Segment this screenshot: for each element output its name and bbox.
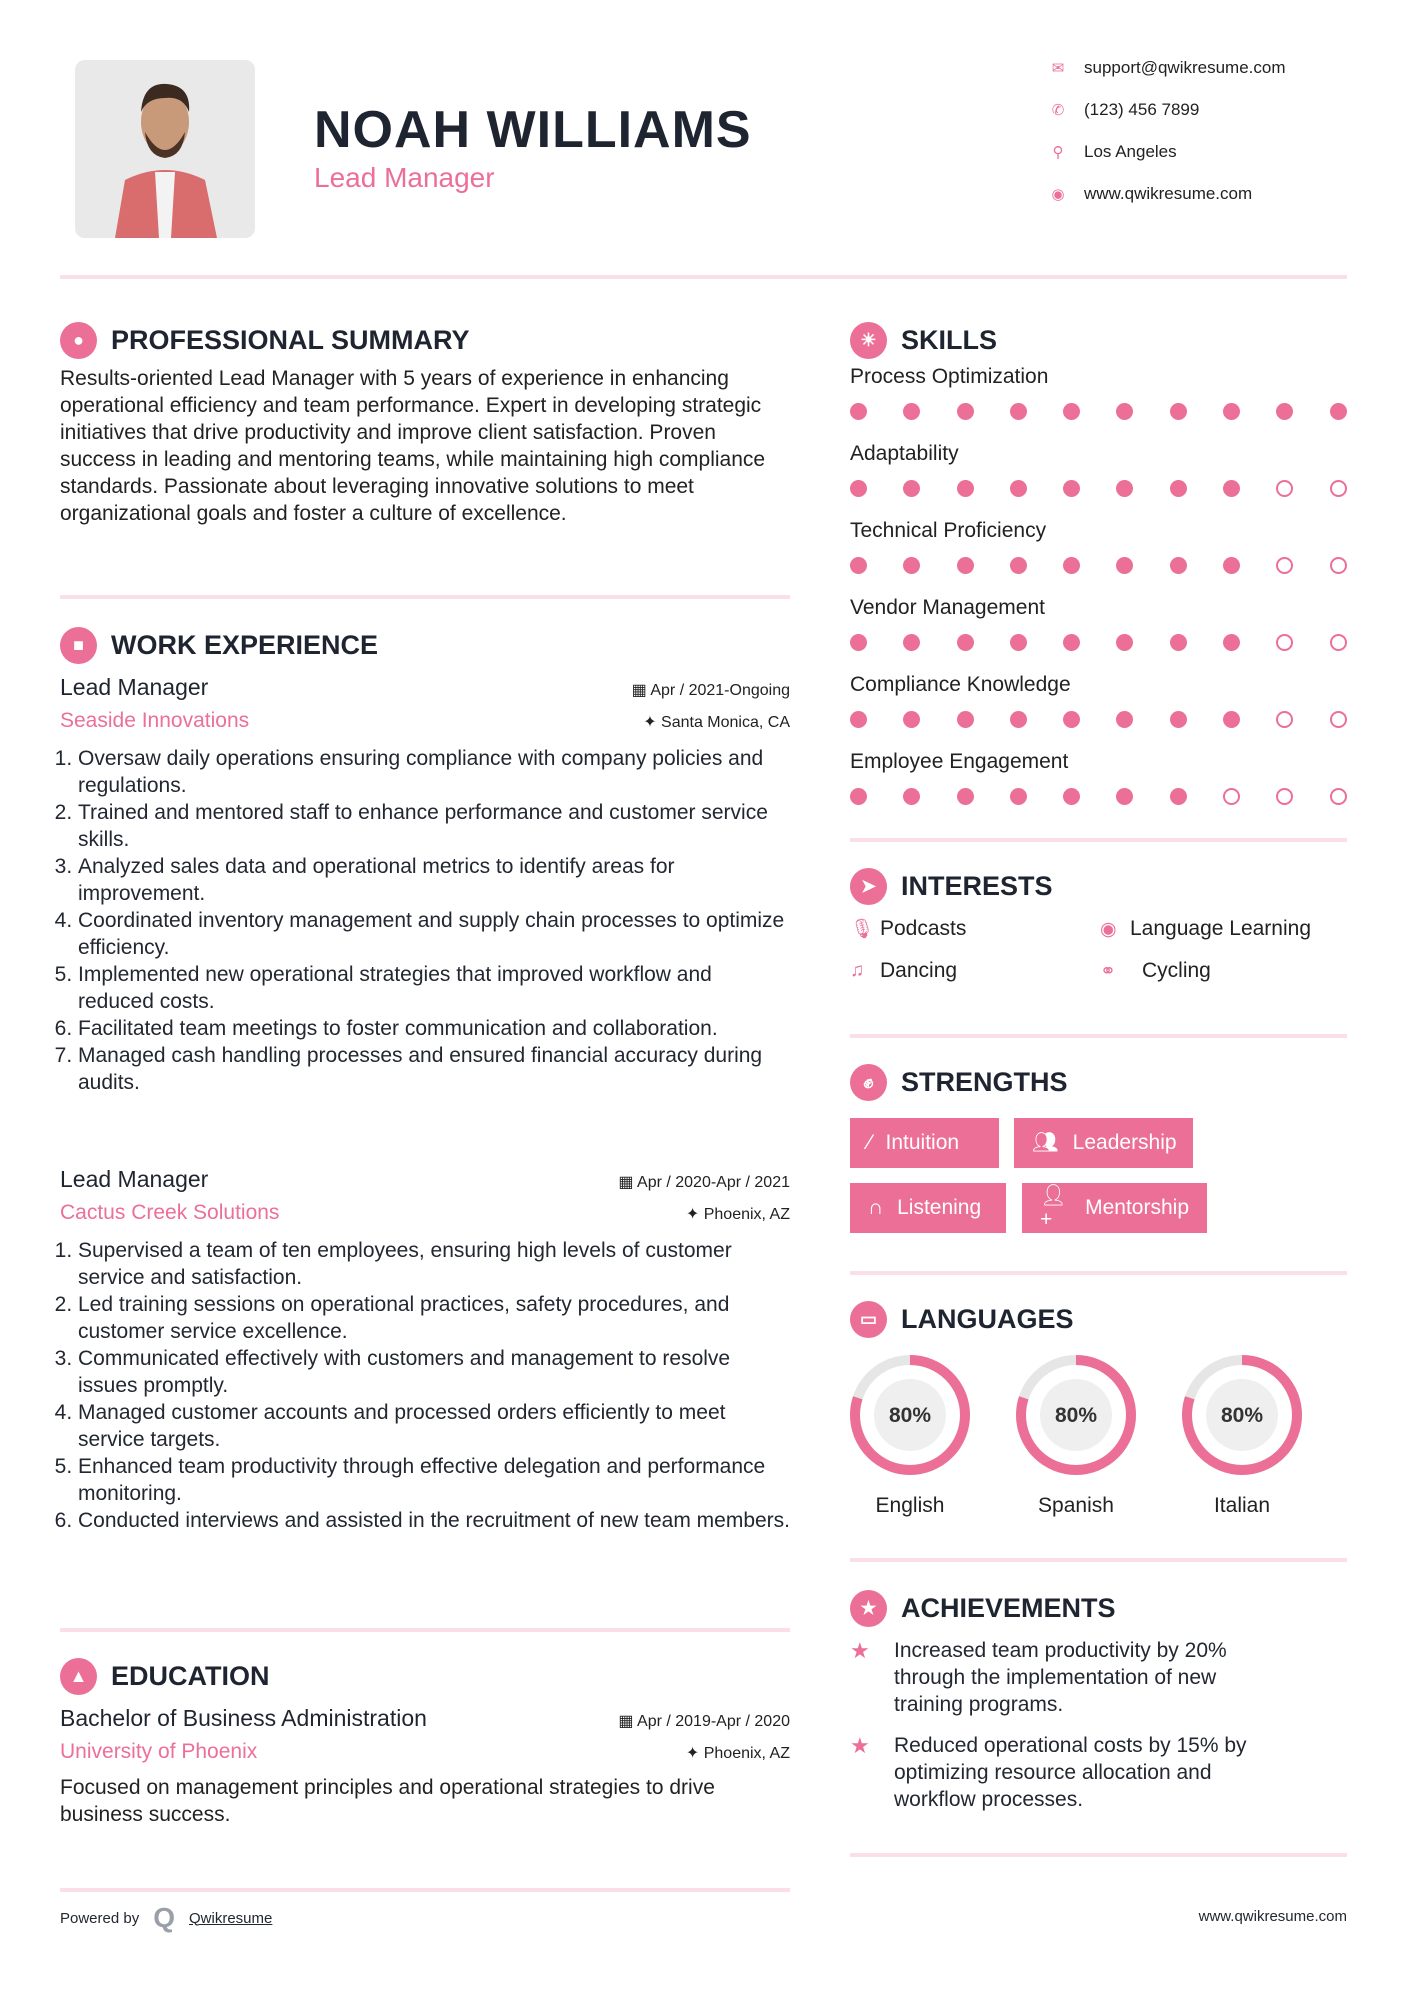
rating-dot-filled — [957, 403, 974, 420]
skill-rating — [850, 480, 1347, 497]
language-percent: 80% — [888, 1404, 932, 1427]
achievements-section — [850, 1590, 1347, 1813]
rating-dot-filled — [1116, 711, 1133, 728]
divider — [850, 1558, 1347, 1562]
strength-label: Listening — [897, 1196, 982, 1219]
strength-label: Intuition — [885, 1131, 960, 1154]
rating-dot-filled — [1223, 557, 1240, 574]
education-text: Focused on management principles and operational strategies to drive business success. — [60, 1776, 715, 1826]
bullet: 6. Conducted interviews and assisted in the recruitment of new team members. — [78, 1507, 790, 1534]
interests-title: INTERESTS — [901, 871, 1053, 901]
headphones-icon: ∩ — [868, 1196, 884, 1219]
rating-dot-filled — [903, 788, 920, 805]
users-icon: 👥︎ — [1032, 1131, 1059, 1154]
divider — [60, 1628, 790, 1632]
job-entry — [60, 674, 790, 1096]
summary-section — [60, 322, 790, 527]
education-heading — [60, 1658, 790, 1695]
calendar-icon: ▦ — [631, 682, 651, 699]
skill-rating — [850, 634, 1347, 651]
language-donut — [848, 1353, 972, 1477]
rating-dot-filled — [850, 403, 867, 420]
graduate-icon: ▲ — [60, 1658, 97, 1695]
strength-tag — [1014, 1118, 1193, 1168]
skills-heading — [850, 322, 1347, 359]
rating-dot-filled — [1063, 634, 1080, 651]
bullet: 3. Analyzed sales data and operational metrics to identify areas for improvement. — [78, 853, 790, 907]
pin-icon: ✦ — [643, 714, 662, 731]
interests-heading — [850, 868, 1347, 905]
summary-title: PROFESSIONAL SUMMARY — [111, 325, 470, 355]
language-label: Spanish — [1038, 1494, 1114, 1517]
job-entry — [60, 1166, 790, 1534]
experience-section — [60, 627, 790, 1096]
music-icon: ♫ — [850, 960, 865, 981]
rating-dot-filled — [957, 711, 974, 728]
divider — [850, 1271, 1347, 1275]
interest-label: Cycling — [1142, 959, 1211, 982]
language-item — [1014, 1353, 1138, 1518]
achievement-item — [850, 1732, 1347, 1813]
interest-label: Language Learning — [1130, 917, 1312, 940]
achievement-text: Reduced operational costs by 15% by optimizing resource allocation and workflow processes. — [894, 1734, 1247, 1811]
email-text: support@qwikresume.com — [1084, 58, 1286, 77]
language-donut — [1014, 1353, 1138, 1477]
rating-dot-filled — [903, 480, 920, 497]
job-location — [643, 712, 790, 732]
job-bullets — [60, 1237, 790, 1534]
shooting-star-icon: ★ — [850, 1733, 870, 1758]
rating-dot-filled — [850, 557, 867, 574]
footer-powered — [60, 1902, 272, 1934]
languages-title: LANGUAGES — [901, 1304, 1074, 1334]
job-date — [632, 680, 790, 700]
rating-dot-filled — [903, 711, 920, 728]
strengths-heading — [850, 1064, 1347, 1101]
rating-dot-filled — [850, 711, 867, 728]
rating-dot-filled — [1116, 403, 1133, 420]
skill-item — [850, 596, 1347, 651]
education-title: EDUCATION — [111, 1661, 270, 1691]
skill-rating — [850, 711, 1347, 728]
interest-label: Podcasts — [880, 917, 967, 940]
calendar-icon: ▦ — [618, 1713, 638, 1730]
bullet: 4. Managed customer accounts and processed orders efficiently to meet service targets. — [78, 1399, 790, 1453]
website-text: www.qwikresume.com — [1084, 184, 1253, 203]
summary-heading — [60, 322, 790, 359]
shooting-star-icon: ★ — [850, 1638, 870, 1663]
magic-wand-icon: ⁄ — [868, 1131, 872, 1154]
language-item — [848, 1353, 972, 1518]
rating-dot-filled — [1170, 557, 1187, 574]
bicycle-icon: ⚭ — [1100, 960, 1116, 982]
interest-item — [850, 917, 1100, 941]
calendar-icon: ▦ — [618, 1174, 638, 1191]
education-section — [60, 1658, 790, 1828]
rating-dot-filled — [1063, 557, 1080, 574]
job-date — [618, 1172, 790, 1192]
strength-tag — [1022, 1183, 1207, 1233]
divider — [60, 1888, 790, 1892]
footer-website-link[interactable]: www.qwikresume.com — [1198, 1908, 1347, 1925]
rating-dot-filled — [1276, 403, 1293, 420]
rating-dot-filled — [1010, 711, 1027, 728]
skill-name: Technical Proficiency — [850, 519, 1047, 542]
strength-label: Mentorship — [1085, 1196, 1189, 1219]
phone-icon: ✆ — [1051, 102, 1065, 119]
strength-tag — [850, 1118, 999, 1168]
profile-photo — [75, 60, 255, 238]
job-bullets — [60, 745, 790, 1096]
language-percent: 80% — [1220, 1404, 1264, 1427]
bullet: 2. Led training sessions on operational practices, safety procedures, and customer service excellence. — [78, 1291, 790, 1345]
user-plus-icon: 👤︎+ — [1040, 1184, 1067, 1231]
bullet: 2. Trained and mentored staff to enhance performance and customer service skills. — [78, 799, 790, 853]
pin-icon: ✦ — [685, 1206, 704, 1223]
rating-dot-filled — [1223, 480, 1240, 497]
rating-dot-filled — [1063, 788, 1080, 805]
rating-dot-filled — [1170, 788, 1187, 805]
job-location-text: Santa Monica, CA — [661, 714, 790, 731]
rating-dot-empty — [1276, 480, 1293, 497]
rating-dot-filled — [903, 403, 920, 420]
skill-name: Compliance Knowledge — [850, 673, 1071, 696]
rating-dot-filled — [1170, 480, 1187, 497]
skill-item — [850, 519, 1347, 574]
phone-text: (123) 456 7899 — [1084, 100, 1200, 119]
rating-dot-filled — [1116, 480, 1133, 497]
bullet: 7. Managed cash handling processes and ensured financial accuracy during audits. — [78, 1042, 790, 1096]
job-company: Seaside Innovations — [60, 709, 250, 732]
education-location — [686, 1743, 790, 1763]
language-label: Italian — [1213, 1494, 1271, 1517]
brand-link[interactable]: Qwikresume — [189, 1909, 273, 1927]
header-divider — [60, 275, 1347, 279]
interest-item — [1100, 959, 1350, 983]
job-company: Cactus Creek Solutions — [60, 1201, 280, 1224]
bullet: 1. Oversaw daily operations ensuring compliance with company policies and regulations. — [78, 745, 790, 799]
achievements-heading — [850, 1590, 1347, 1627]
rating-dot-filled — [1010, 403, 1027, 420]
interest-label: Dancing — [880, 959, 958, 982]
powered-by-text: Powered by — [60, 1909, 140, 1927]
skill-rating — [850, 403, 1347, 420]
location-text: Los Angeles — [1084, 142, 1177, 161]
language-label: English — [875, 1494, 945, 1517]
globe-icon: ◉ — [1100, 918, 1117, 940]
rating-dot-empty — [1276, 634, 1293, 651]
rating-dot-empty — [1330, 480, 1347, 497]
rating-dot-filled — [957, 634, 974, 651]
candidate-name: NOAH WILLIAMS — [314, 101, 752, 159]
rating-dot-empty — [1330, 788, 1347, 805]
rating-dot-filled — [903, 634, 920, 651]
skills-section — [850, 322, 1347, 827]
skill-item — [850, 365, 1347, 420]
language-percent: 80% — [1054, 1404, 1098, 1427]
rating-dot-empty — [1276, 711, 1293, 728]
experience-heading — [60, 627, 790, 664]
rating-dot-empty — [1276, 788, 1293, 805]
strengths-section — [850, 1064, 1347, 1244]
achievement-item — [850, 1637, 1347, 1718]
rating-dot-filled — [1116, 634, 1133, 651]
strength-label: Leadership — [1072, 1131, 1177, 1154]
map-pin-icon: ⚲ — [1052, 144, 1064, 161]
job-date-text: Apr / 2020-Apr / 2021 — [637, 1174, 790, 1191]
rating-dot-filled — [850, 634, 867, 651]
contact-location — [1050, 142, 1177, 162]
education-location-text: Phoenix, AZ — [703, 1745, 790, 1762]
achievement-text: Increased team productivity by 20% through the implementation of new training programs. — [894, 1639, 1227, 1716]
contact-website[interactable] — [1050, 184, 1252, 204]
rating-dot-filled — [850, 480, 867, 497]
rating-dot-filled — [1010, 788, 1027, 805]
strength-tag — [850, 1183, 1006, 1233]
experience-title: WORK EXPERIENCE — [111, 630, 379, 660]
skill-name: Adaptability — [850, 442, 959, 465]
skill-name: Vendor Management — [850, 596, 1045, 619]
skill-item — [850, 750, 1347, 805]
paper-plane-icon: ➤ — [850, 868, 887, 905]
rating-dot-empty — [1276, 557, 1293, 574]
rating-dot-filled — [1170, 711, 1187, 728]
translate-icon: ▭ — [850, 1301, 887, 1338]
bullet: 5. Enhanced team productivity through effective delegation and performance monitoring. — [78, 1453, 790, 1507]
skill-rating — [850, 557, 1347, 574]
summary-text: Results-oriented Lead Manager with 5 years of experience in enhancing operational efficiency and team performance. Expert in developing strategic initiatives that drive productivity and improve client satisfaction. Proven success in leading and mentoring teams, while maintaining high compliance standards. Passionate about leveraging innovative solutions to meet organizational goals and foster a culture of excellence. — [60, 367, 766, 525]
rating-dot-filled — [1330, 403, 1347, 420]
rating-dot-empty — [1330, 634, 1347, 651]
language-donut — [1180, 1353, 1304, 1477]
rating-dot-filled — [957, 557, 974, 574]
rating-dot-filled — [1063, 403, 1080, 420]
bullet: 5. Implemented new operational strategies that improved workflow and reduced costs. — [78, 961, 790, 1015]
job-title: Lead Manager — [60, 1166, 209, 1192]
skills-title: SKILLS — [901, 325, 998, 355]
rating-dot-filled — [1010, 480, 1027, 497]
lightbulb-icon: ☀ — [850, 322, 887, 359]
skill-name: Employee Engagement — [850, 750, 1069, 773]
rating-dot-filled — [903, 557, 920, 574]
strengths-title: STRENGTHS — [901, 1067, 1068, 1097]
job-location-text: Phoenix, AZ — [703, 1206, 790, 1223]
star-icon: ★ — [850, 1590, 887, 1627]
education-date — [618, 1711, 790, 1731]
bullet: 6. Facilitated team meetings to foster communication and collaboration. — [78, 1015, 790, 1042]
rating-dot-filled — [1170, 634, 1187, 651]
rating-dot-filled — [1170, 403, 1187, 420]
skill-item — [850, 442, 1347, 497]
rating-dot-filled — [1116, 557, 1133, 574]
divider — [850, 1853, 1347, 1857]
rating-dot-filled — [1010, 634, 1027, 651]
achievements-title: ACHIEVEMENTS — [901, 1593, 1116, 1623]
fist-icon: ✊︎ — [850, 1064, 887, 1101]
rating-dot-filled — [957, 480, 974, 497]
languages-heading — [850, 1301, 1347, 1338]
envelope-icon: ✉ — [1051, 60, 1065, 77]
bullet: 1. Supervised a team of ten employees, ensuring high levels of customer service and satisfaction. — [78, 1237, 790, 1291]
rating-dot-filled — [850, 788, 867, 805]
user-icon: ● — [60, 322, 97, 359]
rating-dot-filled — [1063, 711, 1080, 728]
microphone-icon: 🎙︎ — [850, 919, 875, 940]
rating-dot-filled — [1223, 711, 1240, 728]
education-date-text: Apr / 2019-Apr / 2020 — [637, 1713, 790, 1730]
languages-section — [850, 1301, 1347, 1521]
interest-item — [1100, 917, 1350, 941]
skill-item — [850, 673, 1347, 728]
interest-item — [850, 959, 1100, 983]
skill-rating — [850, 788, 1347, 805]
rating-dot-empty — [1330, 711, 1347, 728]
school: University of Phoenix — [60, 1740, 258, 1763]
bullet: 4. Coordinated inventory management and supply chain processes to optimize efficiency. — [78, 907, 790, 961]
pin-icon: ✦ — [685, 1745, 704, 1762]
rating-dot-empty — [1223, 788, 1240, 805]
rating-dot-filled — [1223, 403, 1240, 420]
qwikresume-logo-icon: Q — [153, 1902, 175, 1933]
job-title: Lead Manager — [60, 674, 209, 700]
divider — [850, 838, 1347, 842]
degree: Bachelor of Business Administration — [60, 1705, 427, 1731]
skill-name: Process Optimization — [850, 365, 1049, 388]
rating-dot-empty — [1330, 557, 1347, 574]
interests-section — [850, 868, 1347, 983]
bullet: 3. Communicated effectively with customers and management to resolve issues promptly. — [78, 1345, 790, 1399]
contact-email[interactable] — [1050, 58, 1286, 78]
globe-icon: ◉ — [1051, 186, 1065, 203]
divider — [60, 595, 790, 599]
rating-dot-filled — [1223, 634, 1240, 651]
contact-phone — [1050, 100, 1199, 120]
rating-dot-filled — [957, 788, 974, 805]
candidate-role: Lead Manager — [314, 162, 495, 193]
divider — [850, 1034, 1347, 1038]
rating-dot-filled — [1010, 557, 1027, 574]
language-item — [1180, 1353, 1304, 1518]
briefcase-icon: ■ — [60, 627, 97, 664]
rating-dot-filled — [1063, 480, 1080, 497]
job-location — [686, 1204, 790, 1224]
rating-dot-filled — [1116, 788, 1133, 805]
job-date-text: Apr / 2021-Ongoing — [650, 682, 790, 699]
